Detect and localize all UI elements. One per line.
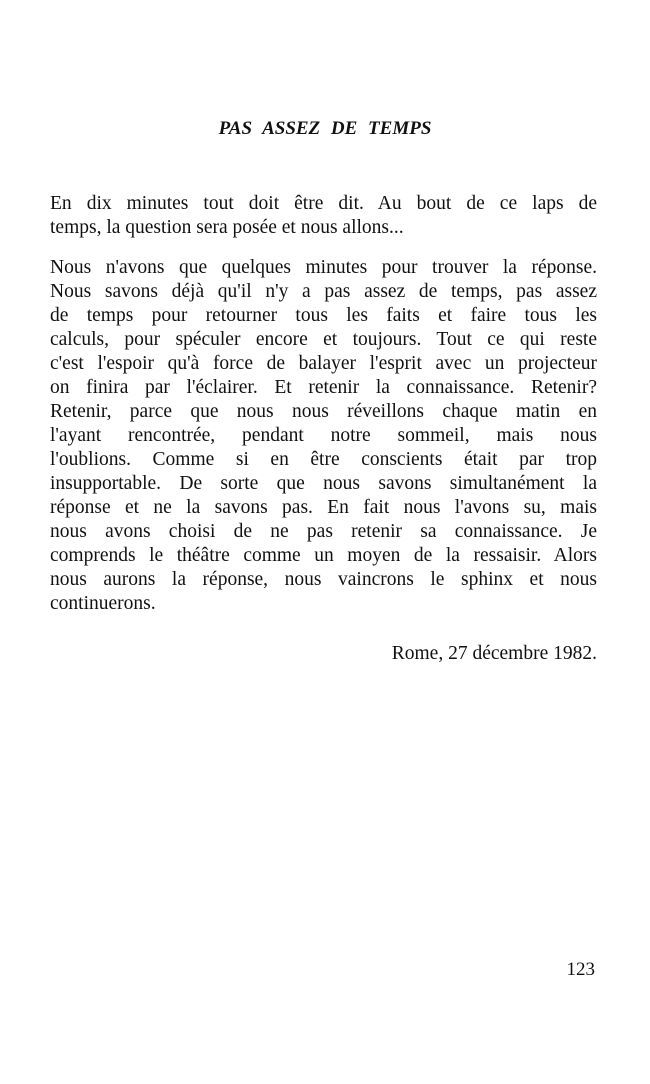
text-line: on finira par l'éclairer. Et retenir la connaissance. Retenir? (50, 377, 597, 398)
text-line: nous aurons la réponse, nous vaincrons le sphinx et nous (50, 569, 597, 590)
text-line: de temps pour retourner tous les faits et faire tous les (50, 305, 597, 326)
text-line: l'oublions. Comme si en être conscients était par trop (50, 449, 597, 470)
text-line: l'ayant rencontrée, pendant notre sommeil, mais nous (50, 425, 597, 446)
page-number: 123 (566, 959, 595, 980)
text-line: Nous n'avons que quelques minutes pour trouver la réponse. (50, 257, 597, 278)
text-line: insupportable. De sorte que nous savons simultanément la (50, 473, 597, 494)
paragraph-2 (50, 256, 597, 616)
text-line: Nous savons déjà qu'il n'y a pas assez de temps, pas assez (50, 281, 597, 302)
text-line: c'est l'espoir qu'à force de balayer l'esprit avec un projecteur (50, 353, 597, 374)
text-line: calculs, pour spéculer encore et toujours. Tout ce qui reste (50, 329, 597, 350)
text-line: temps, la question sera posée et nous allons... (50, 217, 404, 238)
chapter-title: PAS ASSEZ DE TEMPS (218, 118, 432, 139)
place-date-signature: Rome, 27 décembre 1982. (391, 643, 597, 664)
text-line: Retenir, parce que nous nous réveillons chaque matin en (50, 401, 597, 422)
paragraph-1 (50, 192, 597, 240)
text-line: comprends le théâtre comme un moyen de la ressaisir. Alors (50, 545, 597, 566)
text-line: réponse et ne la savons pas. En fait nous l'avons su, mais (50, 497, 597, 518)
text-line: En dix minutes tout doit être dit. Au bout de ce laps de (50, 193, 597, 214)
text-line: nous avons choisi de ne pas retenir sa connaissance. Je (50, 521, 597, 542)
text-line: continuerons. (50, 593, 156, 614)
